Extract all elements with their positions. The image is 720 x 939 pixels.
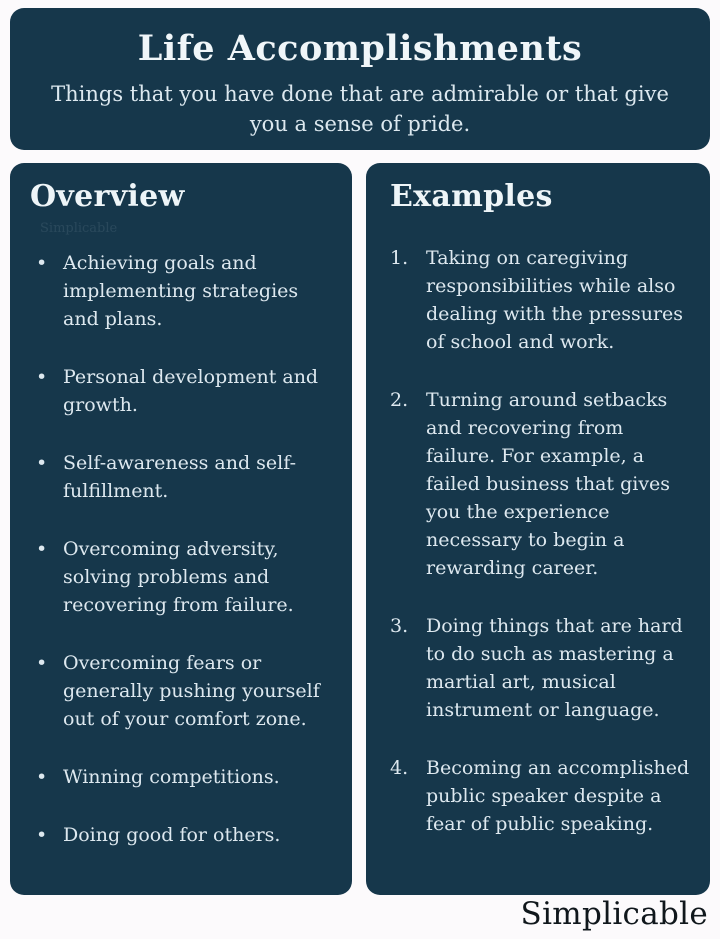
overview-item-text: Self-awareness and self-fulfillment. [63,452,296,502]
number-marker: 2. [390,389,409,411]
examples-list-item [390,612,694,724]
bullet-icon: • [36,824,48,846]
overview-item-text: Winning competitions. [63,766,280,788]
bullet-icon: • [36,652,48,674]
bullet-icon: • [36,766,48,788]
bullet-icon: • [36,252,48,274]
overview-item-text: Personal development and growth. [63,366,319,416]
overview-card [10,163,352,895]
examples-list-item [390,386,694,582]
overview-list-item [30,821,322,849]
examples-item-text: Taking on caregiving responsibilities while also dealing with the pressures of school and work. [426,247,684,353]
header-card [10,8,710,150]
overview-list-item [30,449,322,505]
overview-list-item [30,249,322,333]
examples-item-text: Turning around setbacks and recovering from failure. For example, a failed business that gives you the experience necessary to begin a rewarding career. [426,389,671,579]
overview-list-item [30,363,322,419]
examples-list-item [390,244,694,356]
bullet-icon: • [36,538,48,560]
watermark-text: Simplicable [40,221,118,236]
overview-item-text: Achieving goals and implementing strategies and plans. [63,252,299,330]
brand-logo: Simplicable [520,896,708,932]
examples-item-text: Doing things that are hard to do such as mastering a martial art, musical instrument or language. [426,615,683,721]
overview-list-item [30,649,322,733]
examples-list-item [390,754,694,838]
examples-list [390,244,694,838]
examples-card [366,163,710,895]
bullet-icon: • [36,452,48,474]
overview-item-text: Doing good for others. [63,824,281,846]
number-marker: 3. [390,615,409,637]
bullet-icon: • [36,366,48,388]
page-title: Life Accomplishments [137,28,583,69]
overview-list [30,249,322,849]
examples-heading: Examples [390,179,553,214]
overview-item-text: Overcoming adversity, solving problems and recovering from failure. [63,538,294,616]
overview-list-item [30,763,322,791]
page-subtitle: Things that you have done that are admirable or that give you a sense of pride. [51,82,669,137]
overview-item-text: Overcoming fears or generally pushing yourself out of your comfort zone. [63,652,320,730]
examples-item-text: Becoming an accomplished public speaker despite a fear of public speaking. [426,757,690,835]
number-marker: 1. [390,247,409,269]
overview-list-item [30,535,322,619]
number-marker: 4. [390,757,409,779]
overview-heading: Overview [30,179,185,214]
